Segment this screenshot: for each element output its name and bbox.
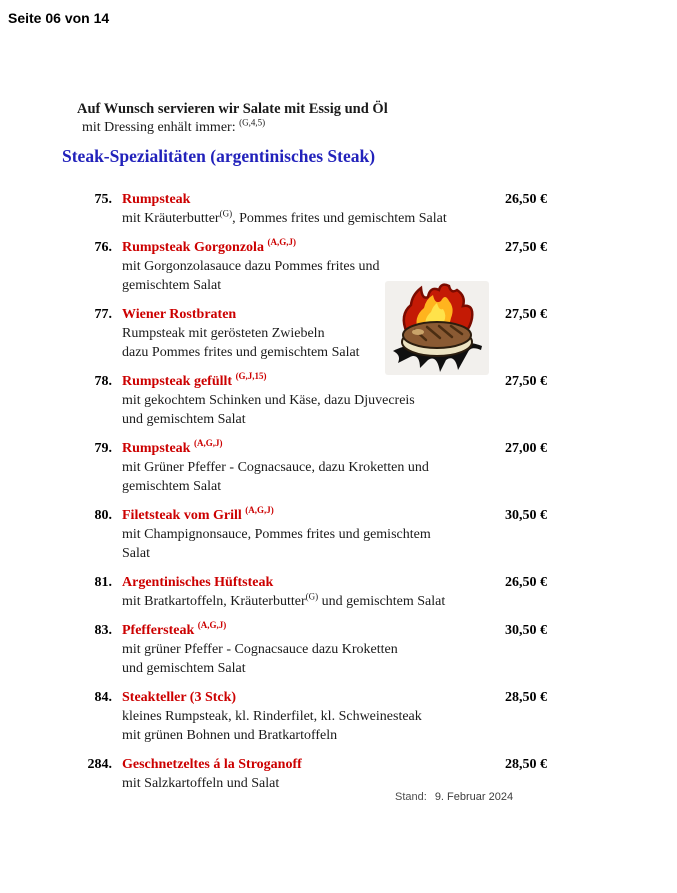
section-title: Steak-Spezialitäten (argentinisches Steak) [62,146,376,166]
item-name: Argentinisches Hüftsteak [122,575,274,590]
menu-item [60,573,547,611]
item-title [122,190,459,209]
item-title [122,755,459,774]
item-desc-line: kleines Rumpsteak, kl. Rinderfilet, kl. Schweinesteak [122,709,422,724]
item-desc-line: gemischtem Salat [122,479,222,494]
intro-line-2 [82,117,388,136]
item-desc-line: dazu Pommes frites und gemischtem Salat [122,345,360,360]
item-name: Geschnetzeltes á la Stroganoff [122,757,302,772]
footer-date-line [395,791,513,803]
item-price: 27,50 € [505,240,547,255]
item-desc-line: mit Champignonsauce, Pommes frites und gemischtem Salat [122,527,431,561]
menu-item [60,439,547,496]
footer-stand-label: Stand: [395,791,427,803]
item-name: Rumpsteak gefüllt [122,374,233,389]
menu-item [60,621,547,678]
item-number: 75. [94,192,112,207]
steak-highlight [412,329,424,335]
item-desc [122,209,459,228]
item-price: 30,50 € [505,623,547,638]
item-price: 26,50 € [505,575,547,590]
item-name: Filetsteak vom Grill [122,508,242,523]
item-desc-line: mit Salzkartoffeln und Salat [122,776,280,791]
item-price: 27,00 € [505,441,547,456]
item-price: 28,50 € [505,690,547,705]
item-name: Rumpsteak [122,192,191,207]
item-name: Steakteller (3 Stck) [122,690,237,705]
item-desc [122,391,459,429]
item-desc-line: und gemischtem Salat [122,661,246,676]
item-price: 30,50 € [505,508,547,523]
item-desc-line: und gemischtem Salat [122,412,246,427]
item-allergen-superscript: (G,J,15) [235,371,267,382]
item-price: 28,50 € [505,757,547,772]
item-number: 76. [94,240,112,255]
item-desc-line: mit Gorgonzolasauce dazu Pommes frites und [122,259,380,274]
intro-line-2-superscript: (G,4,5) [239,117,266,128]
item-title [122,688,459,707]
item-name: Pfeffersteak [122,623,195,638]
item-number: 83. [94,623,112,638]
item-name: Rumpsteak Gorgonzola [122,240,264,255]
item-allergen-superscript: (A,G,J) [267,237,296,248]
item-desc-line: mit grünen Bohnen und Bratkartoffeln [122,728,338,743]
menu-item [60,506,547,563]
item-title [122,621,459,640]
intro-line-1: Auf Wunsch servieren wir Salate mit Essig und Öl [77,101,388,117]
steak-flame-clipart [385,281,489,375]
item-name: Wiener Rostbraten [122,307,237,322]
item-desc [122,640,459,678]
menu-item [60,190,547,228]
intro-block [77,101,388,136]
item-desc-line: mit Bratkartoffeln, Kräuterbutter$^{(G)}$ und gemischtem Salat [122,591,446,609]
footer-date: 9. Februar 2024 [434,791,514,803]
item-allergen-superscript: (A,G,J) [245,505,274,516]
item-desc-line: gemischtem Salat [122,278,222,293]
menu-item [60,372,547,429]
item-desc-line: mit grüner Pfeffer - Cognacsauce dazu Kroketten [122,642,398,657]
menu-item [60,755,547,793]
item-desc-line: Rumpsteak mit gerösteten Zwiebeln [122,326,325,341]
item-allergen-superscript: (A,G,J) [197,620,227,631]
item-number: 79. [94,441,112,456]
item-desc [122,707,459,745]
item-allergen-superscript: (A,G,J) [193,438,223,449]
item-title [122,439,459,458]
steak-flame-image [385,281,489,375]
page-number: Seite 06 von 14 [8,10,110,26]
item-desc-line: mit Kräuterbutter$^{(G)}$, Pommes frites und gemischtem Salat [122,208,447,226]
item-price: 27,50 € [505,307,547,322]
item-price: 26,50 € [505,192,547,207]
item-number: 80. [94,508,112,523]
item-name: Rumpsteak [122,441,191,456]
intro-line-2-text: mit Dressing enhält immer: [82,120,240,135]
item-title [122,238,459,257]
item-desc [122,592,459,611]
item-desc-line: mit gekochtem Schinken und Käse, dazu Djuvecreis [122,393,415,408]
menu-item [60,688,547,745]
item-number: 284. [87,757,112,772]
item-desc [122,458,459,496]
item-number: 77. [94,307,112,322]
item-number: 84. [94,690,112,705]
item-desc-line: mit Grüner Pfeffer - Cognacsauce, dazu Kroketten und [122,460,429,475]
item-number: 81. [94,575,112,590]
item-title [122,506,459,525]
item-price: 27,50 € [505,374,547,389]
item-desc [122,525,459,563]
item-number: 78. [94,374,112,389]
item-title [122,573,459,592]
